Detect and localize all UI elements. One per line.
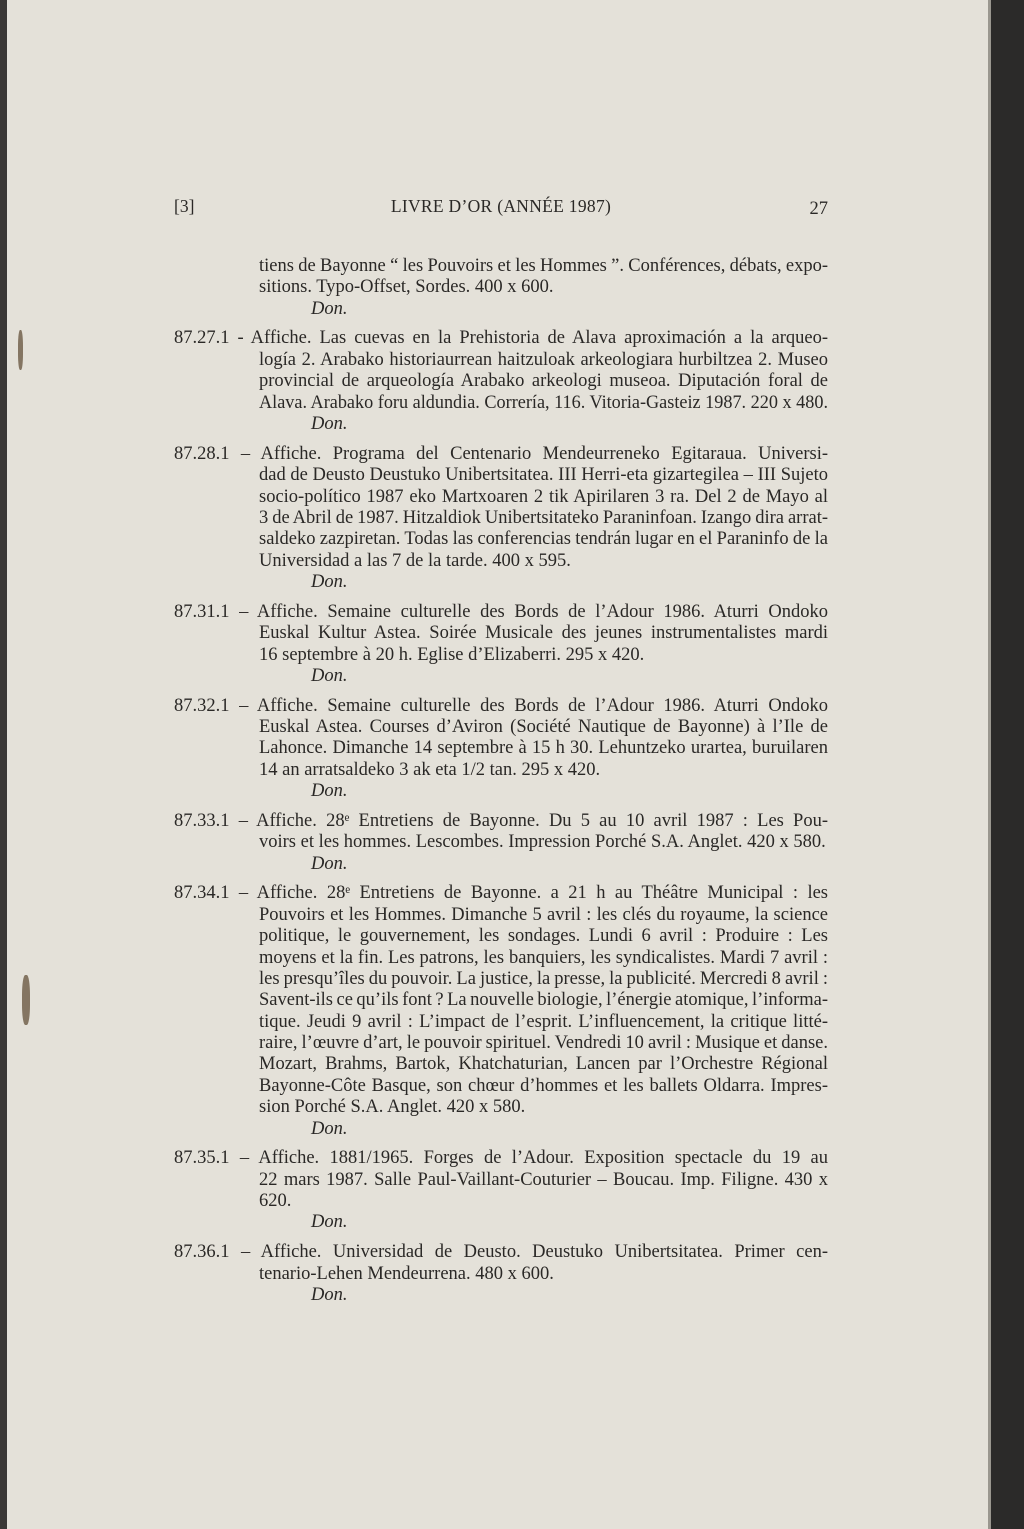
entry-line-text: Bayonne-Côte Basque, son chœur d’hommes et les ballets Oldarra. Impres-: [259, 1075, 828, 1096]
entry-line: [174, 832, 828, 853]
entry-line: [174, 277, 828, 298]
entry-continuation: [174, 256, 828, 320]
entry-line: [174, 1148, 828, 1169]
entry-line-text: politique, le gouvernement, les sondages. Lundi 6 avril : Produire : Les: [259, 926, 828, 947]
entry-line: [174, 602, 828, 623]
entry-line-text: raire, l’œuvre d’art, le pouvoir spirituel. Vendredi 10 avril : Musique et danse.: [259, 1033, 828, 1054]
entry-line-text: voirs et les hommes. Lescombes. Impression Porché S.A. Anglet. 420 x 580.: [259, 832, 826, 853]
entry-line: [174, 948, 828, 969]
entry-line: [174, 487, 828, 508]
entry-line-text: 87.32.1 – Affiche. Semaine culturelle des Bords de l’Adour 1986. Aturri Ondoko: [174, 695, 828, 716]
page-number: 27: [809, 199, 828, 219]
scan-edge-left: [0, 0, 7, 1529]
entry-line-text: 87.35.1 – Affiche. 1881/1965. Forges de l’Adour. Exposition spectacle du 19 au: [174, 1148, 828, 1169]
entry-line: [174, 1242, 828, 1263]
running-title: LIVRE D’OR (ANNÉE 1987): [390, 196, 612, 216]
entry-line: [174, 465, 828, 486]
entry-line: [174, 905, 828, 926]
entry-line-text: les presqu’îles du pouvoir. La justice, la presse, la publicité. Mercredi 8 avril :: [259, 968, 828, 989]
acquisition-note: Don.: [311, 1284, 348, 1305]
catalogue-entry: [174, 1148, 828, 1234]
entry-line-text: 22 mars 1987. Salle Paul-Vaillant-Couturier – Boucau. Imp. Filigne. 430 x: [259, 1169, 828, 1190]
entry-line: [174, 1191, 828, 1212]
entry-line-text: Alava. Arabako foru aldundia. Correría, 116. Vitoria-Gasteiz 1987. 220 x 480.: [259, 392, 828, 413]
entry-line: [174, 969, 828, 990]
catalogue-entry: [174, 883, 828, 1140]
entry-line: [174, 760, 828, 781]
entry-line-text: Universidad a las 7 de la tarde. 400 x 595.: [259, 550, 571, 571]
entry-line-text: provincial de arqueología Arabako arkeologi museoa. Diputación foral de: [259, 371, 828, 392]
entry-line: [174, 645, 828, 666]
catalogue-entry: [174, 328, 828, 435]
entry-line: [174, 1097, 828, 1118]
entry-line-text: Euskal Kultur Astea. Soirée Musicale des jeunes instrumentalistes mardi: [259, 623, 828, 644]
entry-line: [174, 990, 828, 1011]
catalogue-entry: [174, 602, 828, 688]
entry-line-text: 87.28.1 – Affiche. Programa del Centenario Mendeurreneko Egitaraua. Universi-: [174, 443, 828, 464]
entry-line-text: 87.33.1 – Affiche. 28ᵉ Entretiens de Bayonne. Du 5 au 10 avril 1987 : Les Pou-: [174, 810, 828, 831]
acquisition-note: Don.: [311, 665, 348, 686]
entry-line-text: logía 2. Arabako historiaurrean haitzuloak arkeologiara hurbiltzea 2. Museo: [259, 349, 828, 370]
entry-line-text: 87.31.1 – Affiche. Semaine culturelle des Bords de l’Adour 1986. Aturri Ondoko: [174, 601, 828, 622]
entry-line-text: tique. Jeudi 9 avril : L’impact de l’esprit. L’influencement, la critique litté-: [259, 1011, 828, 1032]
entry-line: [174, 350, 828, 371]
entry-line: [174, 1054, 828, 1075]
catalogue-entries: [174, 256, 828, 1315]
entry-line-text: 620.: [259, 1191, 292, 1212]
entry-line-text: 14 an arratsaldeko 3 ak eta 1/2 tan. 295 x 420.: [259, 759, 601, 780]
binding-mark: [22, 975, 30, 1025]
entry-line: [174, 623, 828, 644]
acquisition-note: Don.: [311, 298, 348, 319]
entry-line: [174, 1264, 828, 1285]
catalogue-entry: [174, 696, 828, 803]
catalogue-entry: [174, 811, 828, 875]
entry-line: [174, 256, 828, 277]
entry-line-text: 16 septembre à 20 h. Eglise d’Elizaberri. 295 x 420.: [259, 644, 645, 665]
entry-line-text: 87.27.1 - Affiche. Las cuevas en la Prehistoria de Alava aproximación a la arqueo-: [174, 328, 828, 349]
entry-line: [174, 1033, 828, 1054]
acquisition-note: Don.: [311, 1118, 348, 1139]
entry-line-text: Savent-ils ce qu’ils font ? La nouvelle biologie, l’énergie atomique, l’informa-: [259, 990, 828, 1011]
entry-line: [174, 1012, 828, 1033]
entry-line: [174, 393, 828, 414]
entry-line: [174, 738, 828, 759]
acquisition-note: Don.: [311, 781, 348, 802]
entry-line: [174, 1076, 828, 1097]
entry-line: [174, 508, 828, 529]
entry-line-text: moyens et la fin. Les patrons, les banquiers, les syndicalistes. Mardi 7 avril :: [259, 947, 828, 968]
section-number: [3]: [174, 196, 195, 216]
entry-line-text: tenario-Lehen Mendeurrena. 480 x 600.: [259, 1263, 554, 1284]
entry-line-text: sitions. Typo-Offset, Sordes. 400 x 600.: [259, 277, 554, 298]
entry-line-text: Mozart, Brahms, Bartok, Khatchaturian, Lancen par l’Orchestre Régional: [259, 1054, 828, 1075]
entry-line-text: Pouvoirs et les Hommes. Dimanche 5 avril : les clés du royaume, la science: [259, 904, 828, 925]
entry-line-text: socio-político 1987 eko Martxoaren 2 tik Apirilaren 3 ra. Del 2 de Mayo al: [259, 486, 828, 507]
acquisition-note: Don.: [311, 1212, 348, 1233]
entry-line: [174, 717, 828, 738]
entry-line-text: 87.36.1 – Affiche. Universidad de Deusto. Deustuko Unibertsitatea. Primer cen-: [174, 1242, 828, 1263]
entry-line: [174, 926, 828, 947]
entry-line: [174, 551, 828, 572]
entry-line-text: 87.34.1 – Affiche. 28ᵉ Entretiens de Bayonne. a 21 h au Théâtre Municipal : les: [174, 883, 828, 904]
entry-line-text: dad de Deusto Deustuko Unibertsitatea. III Herri-eta gizartegilea – III Sujeto: [259, 465, 828, 486]
entry-line-text: saldeko zazpiretan. Todas las conferencias tendrán lugar en el Paraninfo de la: [259, 529, 828, 550]
running-header: [174, 195, 828, 217]
scan-edge-right: [991, 0, 1024, 1529]
entry-line: [174, 371, 828, 392]
entry-line-text: Lahonce. Dimanche 14 septembre à 15 h 30. Lehuntzeko urartea, buruilaren: [259, 738, 828, 759]
entry-line: [174, 328, 828, 349]
acquisition-note: Don.: [311, 853, 348, 874]
binding-mark: [18, 330, 23, 370]
entry-line: [174, 1170, 828, 1191]
entry-line: [174, 444, 828, 465]
entry-line: [174, 529, 828, 550]
entry-line-text: tiens de Bayonne “ les Pouvoirs et les Hommes ”. Conférences, débats, expo-: [259, 256, 828, 276]
entry-line: [174, 696, 828, 717]
acquisition-note: Don.: [311, 414, 348, 435]
acquisition-note: Don.: [311, 572, 348, 593]
catalogue-entry: [174, 1242, 828, 1306]
catalogue-entry: [174, 444, 828, 594]
entry-line-text: 3 de Abril de 1987. Hitzaldiok Unibertsitateko Paraninfoan. Izango dira arrat-: [259, 507, 828, 528]
entry-line-text: sion Porché S.A. Anglet. 420 x 580.: [259, 1097, 526, 1118]
entry-line: [174, 883, 828, 904]
entry-line: [174, 811, 828, 832]
entry-line-text: Euskal Astea. Courses d’Aviron (Société Nautique de Bayonne) à l’Ile de: [259, 717, 828, 737]
